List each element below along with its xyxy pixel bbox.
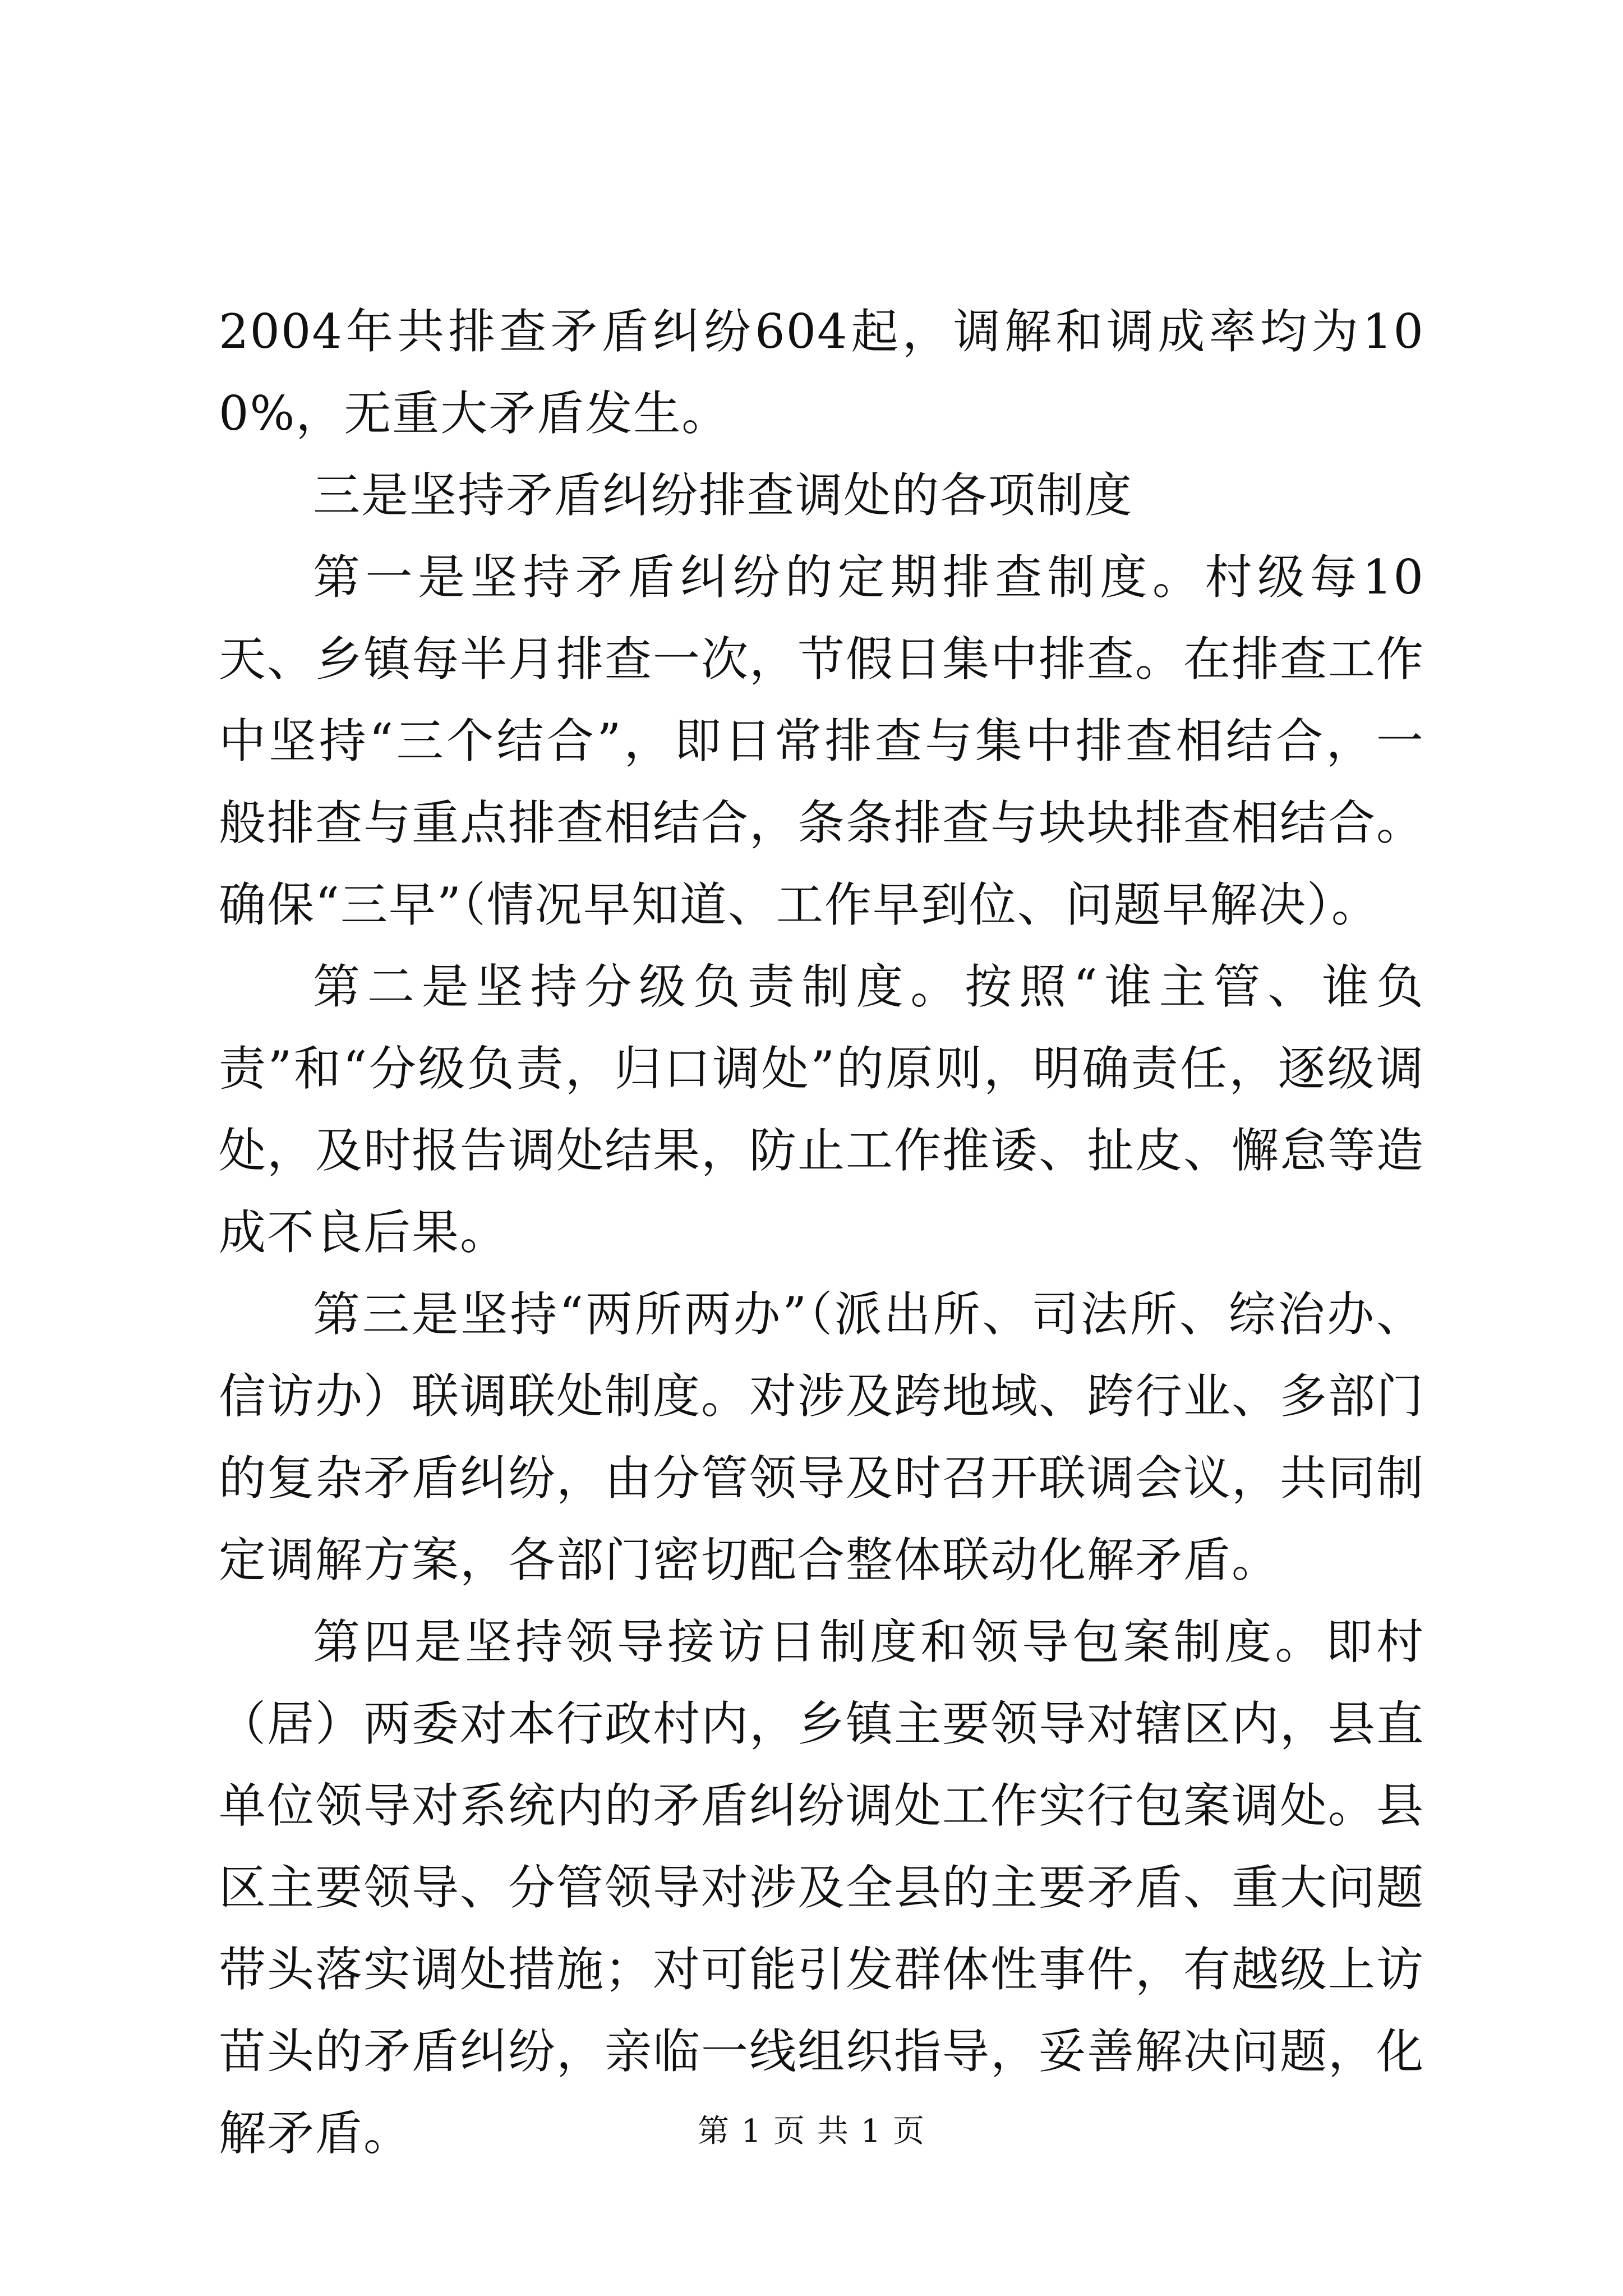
document-body — [219, 291, 1424, 2174]
paragraph-6: 第四是坚持领导接访日制度和领导包案制度。即村（居）两委对本行政村内，乡镇主要领导对辖区内，县直单位领导对系统内的矛盾纠纷调处工作实行包案调处。县区主要领导、分管领导对涉及全县的主要矛盾、重大问题带头落实调处措施；对可能引发群体性事件，有越级上访苗头的矛盾纠纷，亲临一线组织指导，妥善解决问题，化解矛盾。 — [219, 1614, 1425, 2161]
paragraph-3: 第一是坚持矛盾纠纷的定期排查制度。村级每10天、乡镇每半月排查一次，节假日集中排查。在排查工作中坚持“三个结合”，即日常排查与集中排查相结合，一般排查与重点排查相结合，条条排查与块块排查相结合。确保“三早”（情况早知道、工作早到位、问题早解决）。 — [219, 550, 1425, 932]
paragraph-5: 第三是坚持“两所两办”（派出所、司法所、综治办、信访办）联调联处制度。对涉及跨地域、跨行业、多部门的复杂矛盾纠纷，由分管领导及时召开联调会议，共同制定调解方案，各部门密切配合整体联动化解矛盾。 — [219, 1287, 1425, 1588]
paragraph-1: 2004年共排查矛盾纠纷604起，调解和调成率均为100%，无重大矛盾发生。 — [219, 304, 1424, 441]
page-footer: 第 1 页 共 1 页 — [697, 2113, 926, 2150]
paragraph-2-heading: 三是坚持矛盾纠纷排查调处的各项制度 — [313, 468, 1133, 523]
paragraph-4: 第二是坚持分级负责制度。按照“谁主管、谁负责”和“分级负责，归口调处”的原则，明确责任，逐级调处，及时报告调处结果，防止工作推诿、扯皮、懈怠等造成不良后果。 — [219, 959, 1425, 1260]
